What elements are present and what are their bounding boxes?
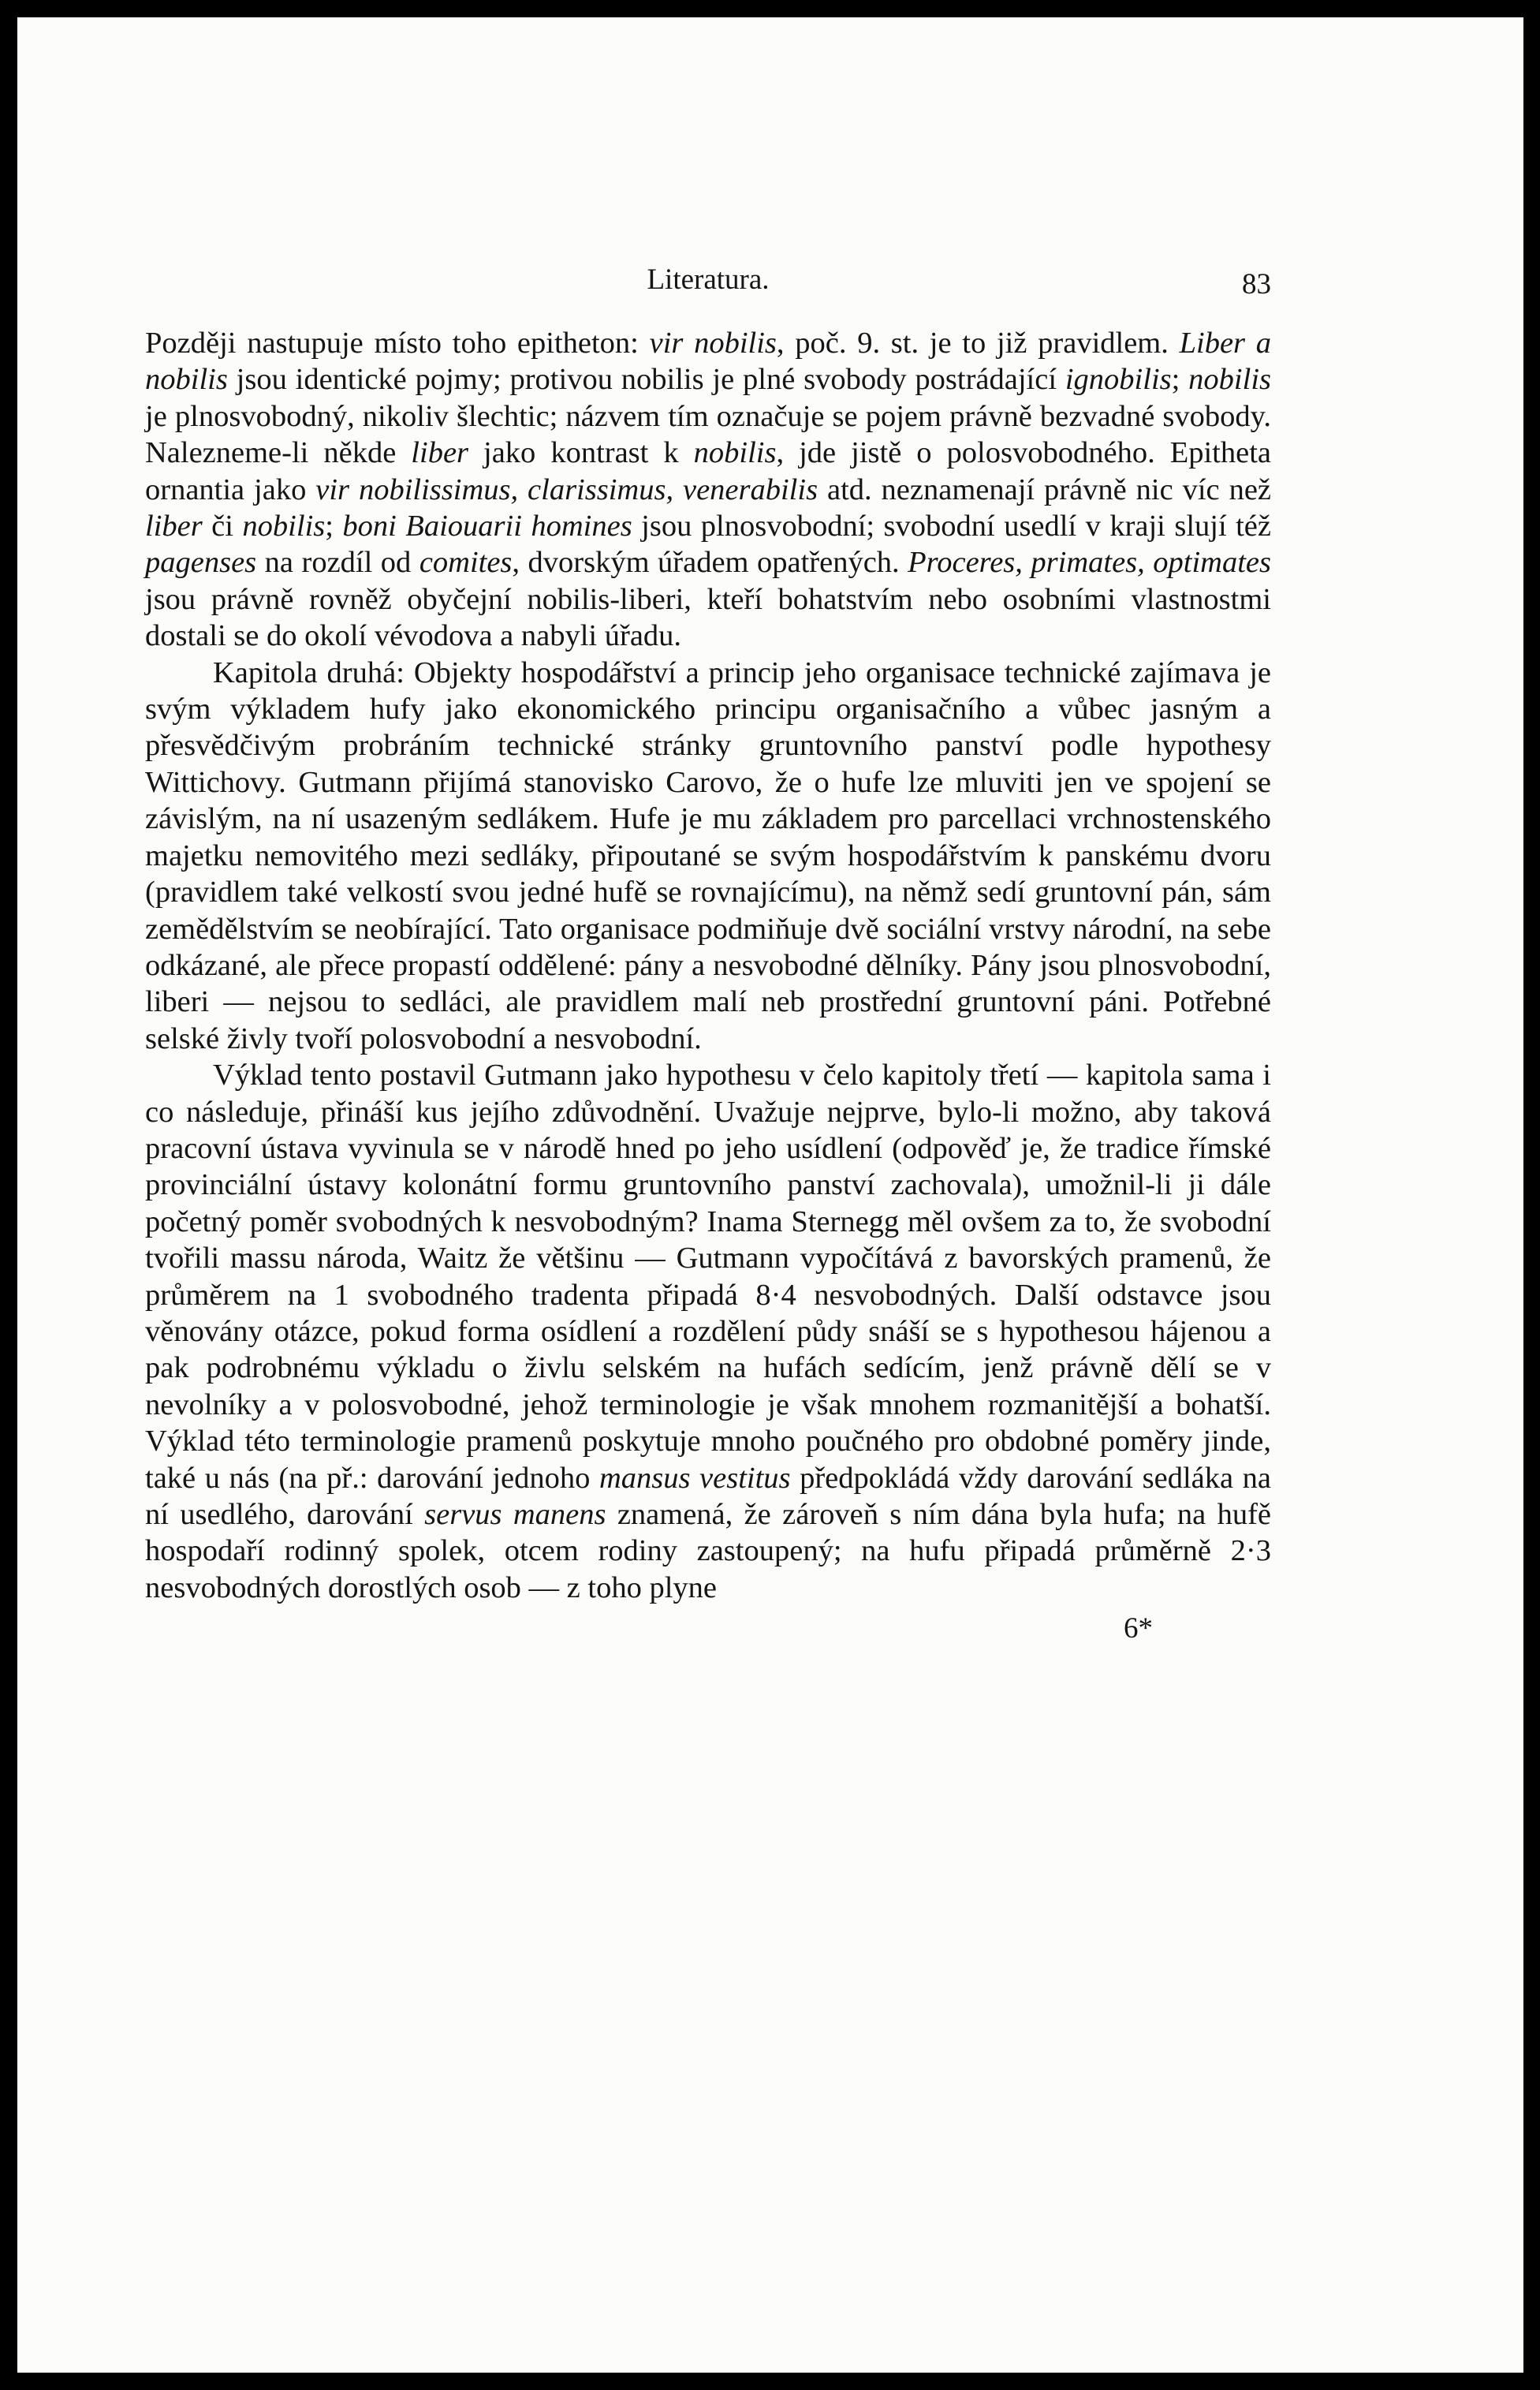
running-head: Literatura.: [647, 263, 770, 296]
italic-term: a nobilis: [145, 327, 1272, 397]
scanned-page: [17, 17, 1523, 2373]
text-run: jsou plnosvobodní; svobodní usedlí v kraji slují též: [632, 510, 1271, 543]
text-run: ;: [1171, 363, 1189, 397]
text-run: atd. neznamenají právně nic víc než: [818, 472, 1271, 506]
paragraph-1: [145, 325, 1271, 655]
italic-term: comites: [419, 546, 513, 580]
italic-term: vir nobilissimus, clarissimus, venerabilis: [315, 472, 818, 506]
text-run: či: [202, 510, 243, 543]
italic-term: nobilis: [1188, 363, 1271, 397]
italic-term: nobilis: [242, 510, 326, 543]
paragraph-3: [145, 1057, 1271, 1606]
italic-term: nobilis: [693, 436, 777, 470]
italic-term: vir nobilis: [649, 327, 777, 360]
italic-term: liber: [145, 510, 203, 543]
text-run: , jde jistě o polosvobodného. Epitheta ornantia jako: [145, 436, 1271, 506]
paragraph-2: [145, 655, 1271, 1057]
italic-term: Liber: [1179, 327, 1246, 360]
text-run: jsou právně rovněž obyčejní nobilis-liberi, kteří bohatstvím nebo osobními vlastnostmi dostali se do okolí vévodova a nabyli úřadu.: [145, 582, 1271, 653]
text-run: [1245, 327, 1256, 360]
signature-mark: 6*: [1124, 1612, 1153, 1645]
text-run: , dvorským úřadem opatřených.: [512, 546, 908, 580]
text-run: jako kontrast k: [468, 436, 694, 470]
text-run: jsou identické pojmy; protivou nobilis je plné svobody postrádající: [227, 363, 1065, 397]
italic-term: liber: [411, 436, 469, 470]
text-run: ;: [325, 510, 343, 543]
text-run: Výklad tento postavil Gutmann jako hypothesu v čelo kapitoly třetí — kapitola sama i co následuje, přináší kus jejího zdůvodnění. Uvažuje nejprve, bylo-li možno, aby taková pracovní ústava vyvinula se v národě hned po jeho usídlení (odpověď je, že tradice římské provinciální ústavy kolonátní formu gruntovního panství zachovala), umožnil-li ji dále početný poměr svobodných k nesvobodným? Inama Sternegg měl ovšem za to, že svobodní tvořili massu národa, Waitz že většinu — Gutmann vypočítává z bavorských pramenů, že průměrem na 1 svobodného tradenta připadá 8·4 nesvobodných. Další odstavce jsou věnovány otázce, pokud forma osídlení a rozdělení půdy snáší se s hypothesou hájenou a pak podrobnému výkladu o živlu selském na hufách sedícím, jenž právně dělí se v nevolníky a v polosvobodné, jehož terminologie je však mnohem rozmanitější a bohatší. Výklad této terminologie pramenů poskytuje mnoho poučného pro obdobné poměry jinde, také u nás (na př.: darování jednoho: [145, 1059, 1271, 1495]
italic-term: ignobilis: [1065, 363, 1172, 397]
text-run: je plnosvobodný, nikoliv šlechtic; názvem tím označuje se pojem právně bezvadné svobody. Nalezneme-li někde: [145, 399, 1271, 470]
page-header: [145, 262, 1271, 301]
italic-term: Proceres, primates, optimates: [908, 546, 1271, 580]
italic-term: servus manens: [424, 1498, 606, 1531]
page-number: 83: [1242, 268, 1271, 301]
text-run: předpokládá vždy darování sedláka na ní usedlého, darování: [145, 1461, 1271, 1531]
italic-term: pagenses: [145, 546, 257, 580]
text-run: Později nastupuje místo toho epitheton:: [145, 327, 650, 360]
text-run: , poč. 9. st. je to již pravidlem.: [776, 327, 1180, 360]
italic-term: mansus vestitus: [598, 1461, 791, 1495]
text-run: Kapitola druhá: Objekty hospodářství a princip jeho organisace technické zajímava je svým výkladem hufy jako ekonomického principu organisačního a vůbec jasným a přesvědčivým probráním technické stránky gruntovního panství podle hypothesy Wittichovy. Gutmann přijímá stanovisko Carovo, že o hufe lze mluviti jen ve spojení se závislým, na ní usazeným sedlákem. Hufe je mu základem pro parcellaci vrchnostenského majetku nemovitého mezi sedláky, připoutané se svým hospodářstvím k panskému dvoru (pravidlem také velkostí svou jedné hufě se rovnajícímu), na němž sedí gruntovní pán, sám zemědělstvím se neobírající. Tato organisace podmiňuje dvě sociální vrstvy národní, na sebe odkázané, ale přece propastí oddělené: pány a nesvobodné dělníky. Pány jsou plnosvobodní, liberi — nejsou to sedláci, ale pravidlem malí neb prostřední gruntovní páni. Potřebné selské živly tvoří polosvobodní a nesvobodní.: [145, 655, 1271, 1055]
text-run: znamená, že zároveň s ním dána byla hufa; na hufě hospodaří rodinný spolek, otcem rodiny zastoupený; na hufu připadá průměrně 2·3 nesvobodných dorostlých osob — z toho plyne: [145, 1498, 1272, 1604]
italic-term: boni Baiouarii homines: [342, 510, 632, 543]
page-content: [145, 262, 1271, 1648]
text-run: na rozdíl od: [256, 546, 419, 580]
